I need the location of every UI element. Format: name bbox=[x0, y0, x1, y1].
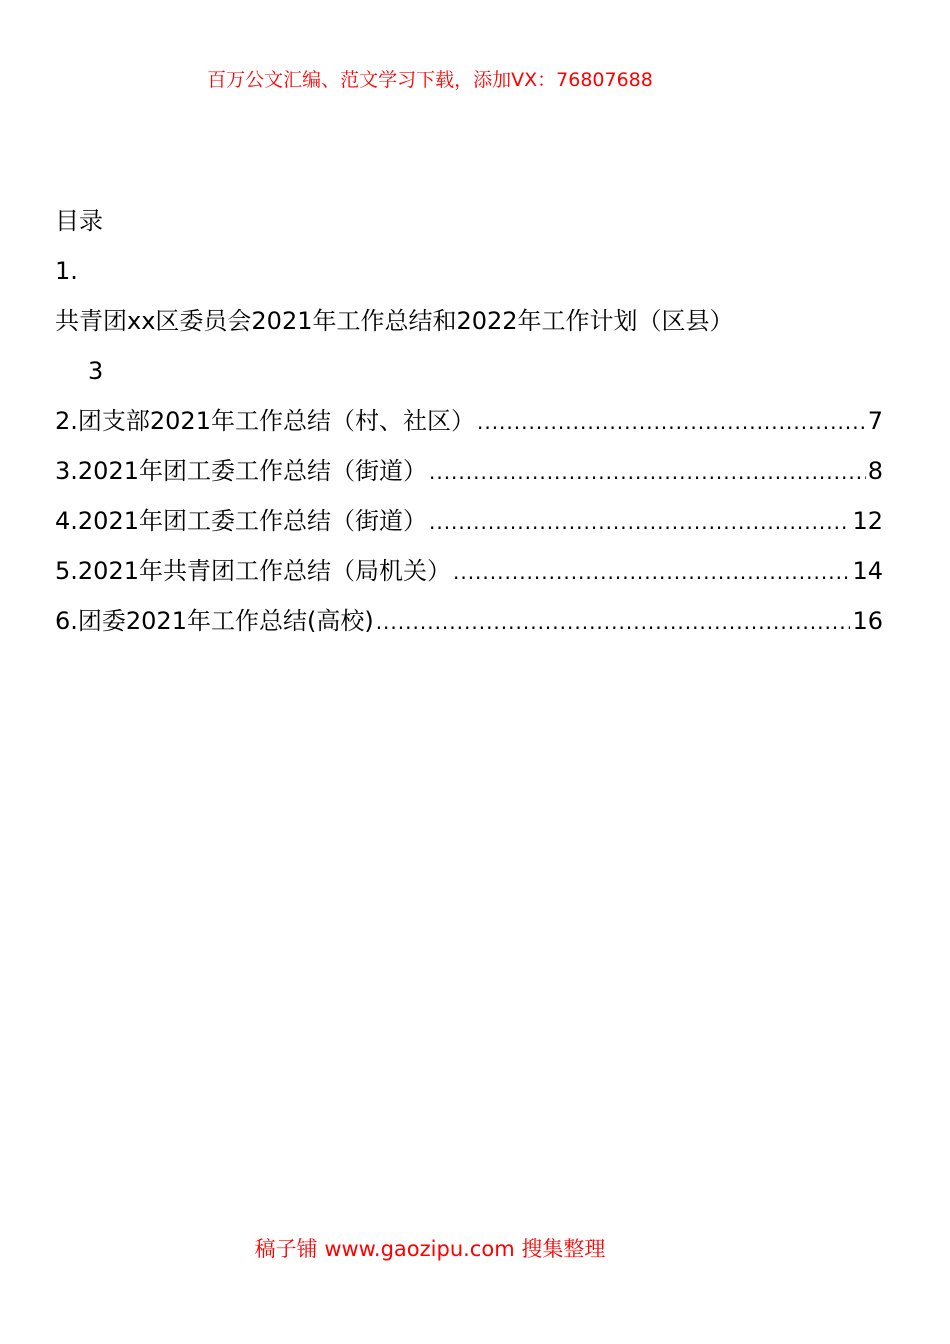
toc-dot-leader bbox=[453, 547, 850, 597]
toc-dot-leader bbox=[429, 497, 850, 547]
toc-page-number: 12 bbox=[852, 507, 883, 535]
header-watermark-note: 百万公文汇编、范文学习下载，添加VX：76807688 bbox=[207, 69, 653, 91]
toc-page-number: 7 bbox=[867, 407, 883, 435]
footer-source-note: 稿子铺 www.gaozipu.com 搜集整理 bbox=[254, 1237, 606, 1261]
toc-entry-6[interactable] bbox=[55, 596, 883, 646]
toc-dot-leader bbox=[429, 447, 866, 497]
toc-title: 目录 bbox=[55, 207, 103, 235]
table-of-contents bbox=[55, 196, 883, 646]
toc-dot-leader bbox=[477, 397, 866, 447]
toc-page-number: 14 bbox=[852, 557, 883, 585]
toc-entry-text: 5.2021年共青团工作总结（局机关） bbox=[55, 557, 451, 585]
toc-entry-3[interactable] bbox=[55, 446, 883, 496]
toc-entry-text: 6.团委2021年工作总结(高校) bbox=[55, 607, 374, 635]
toc-page-number: 16 bbox=[852, 607, 883, 635]
toc-entry-5[interactable] bbox=[55, 546, 883, 596]
toc-entry-4[interactable] bbox=[55, 496, 883, 546]
toc-page-number: 8 bbox=[867, 457, 883, 485]
toc-entry-text: 2.团支部2021年工作总结（村、社区） bbox=[55, 407, 475, 435]
toc-entry-1-number[interactable]: 1. bbox=[55, 257, 78, 285]
toc-entry-text: 4.2021年团工委工作总结（街道） bbox=[55, 507, 427, 535]
toc-entry-1-page[interactable]: 3 bbox=[88, 357, 104, 385]
toc-dot-leader bbox=[376, 597, 851, 647]
toc-entry-text: 3.2021年团工委工作总结（街道） bbox=[55, 457, 427, 485]
toc-entry-2[interactable] bbox=[55, 396, 883, 446]
toc-entry-1-text[interactable]: 共青团xx区委员会2021年工作总结和2022年工作计划（区县） bbox=[55, 307, 734, 335]
